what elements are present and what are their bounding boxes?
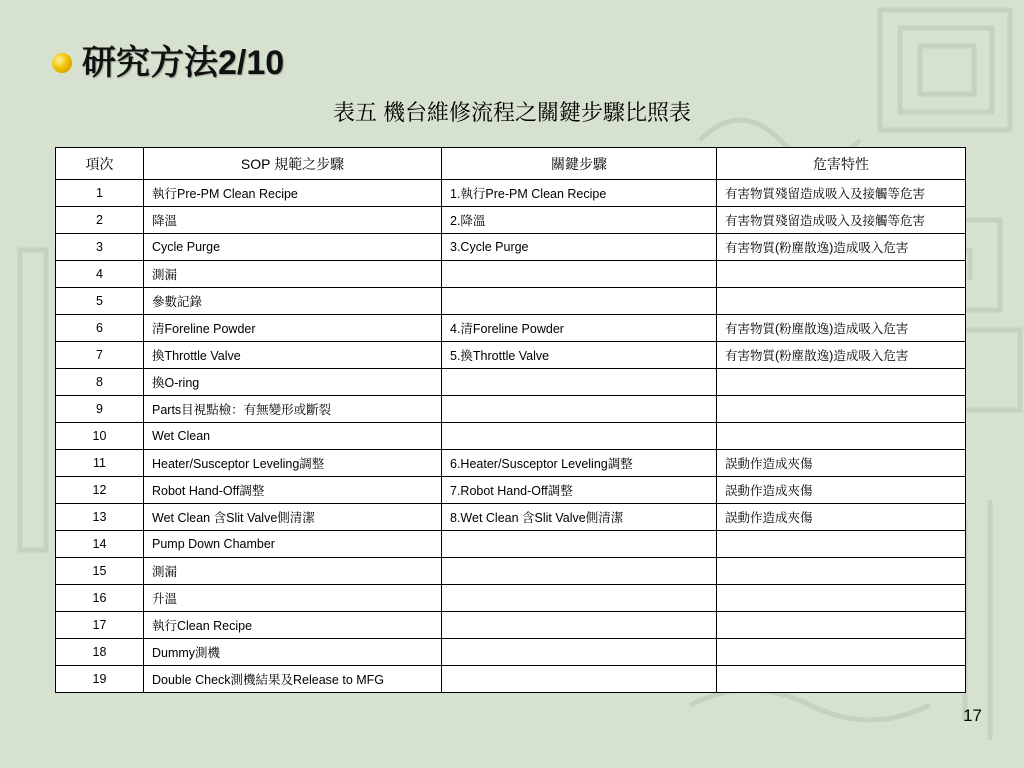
- table-row: [56, 585, 966, 612]
- cell-hazard: [717, 585, 966, 612]
- cell-hazard: [717, 288, 966, 315]
- cell-item-no: 16: [56, 585, 144, 612]
- cell-item-no: 17: [56, 612, 144, 639]
- cell-key-step: [442, 666, 717, 693]
- cell-key-step: 6.Heater/Susceptor Leveling調整: [442, 450, 717, 477]
- cell-sop-step: 升溫: [144, 585, 442, 612]
- cell-key-step: [442, 369, 717, 396]
- cell-hazard: [717, 666, 966, 693]
- cell-key-step: [442, 288, 717, 315]
- cell-item-no: 15: [56, 558, 144, 585]
- cell-key-step: 8.Wet Clean 含Slit Valve側清潔: [442, 504, 717, 531]
- cell-key-step: 1.執行Pre-PM Clean Recipe: [442, 180, 717, 207]
- cell-hazard: [717, 396, 966, 423]
- cell-sop-step: 執行Clean Recipe: [144, 612, 442, 639]
- header-sop-step: SOP 規範之步驟: [144, 148, 442, 180]
- table-row: [56, 450, 966, 477]
- cell-key-step: [442, 585, 717, 612]
- cell-item-no: 1: [56, 180, 144, 207]
- cell-key-step: 2.降溫: [442, 207, 717, 234]
- cell-sop-step: 執行Pre-PM Clean Recipe: [144, 180, 442, 207]
- cell-key-step: [442, 639, 717, 666]
- cell-item-no: 14: [56, 531, 144, 558]
- table-row: [56, 180, 966, 207]
- header-key-step: 關鍵步驟: [442, 148, 717, 180]
- cell-item-no: 5: [56, 288, 144, 315]
- cell-item-no: 13: [56, 504, 144, 531]
- cell-item-no: 4: [56, 261, 144, 288]
- cell-sop-step: 參數記錄: [144, 288, 442, 315]
- title-text: 研究方法2/10: [82, 44, 285, 82]
- table-row: [56, 396, 966, 423]
- cell-hazard: [717, 369, 966, 396]
- cell-sop-step: 換O-ring: [144, 369, 442, 396]
- cell-item-no: 18: [56, 639, 144, 666]
- cell-hazard: [717, 639, 966, 666]
- cell-hazard: 有害物質(粉塵散逸)造成吸入危害: [717, 234, 966, 261]
- table-row: [56, 342, 966, 369]
- table-body: [56, 180, 966, 693]
- cell-item-no: 11: [56, 450, 144, 477]
- table-row: [56, 261, 966, 288]
- table-row: [56, 504, 966, 531]
- cell-hazard: 有害物質殘留造成吸入及接觸等危害: [717, 207, 966, 234]
- table-row: [56, 315, 966, 342]
- cell-sop-step: Heater/Susceptor Leveling調整: [144, 450, 442, 477]
- cell-key-step: 5.換Throttle Valve: [442, 342, 717, 369]
- cell-hazard: [717, 612, 966, 639]
- cell-item-no: 19: [56, 666, 144, 693]
- cell-sop-step: 測漏: [144, 558, 442, 585]
- cell-item-no: 7: [56, 342, 144, 369]
- cell-hazard: [717, 558, 966, 585]
- cell-hazard: 誤動作造成夾傷: [717, 450, 966, 477]
- table-row: [56, 612, 966, 639]
- cell-key-step: 7.Robot Hand-Off調整: [442, 477, 717, 504]
- table-row: [56, 207, 966, 234]
- bullet-icon: [52, 53, 72, 73]
- table-row: [56, 234, 966, 261]
- cell-hazard: [717, 531, 966, 558]
- cell-key-step: 4.清Foreline Powder: [442, 315, 717, 342]
- header-hazard: 危害特性: [717, 148, 966, 180]
- cell-sop-step: 降溫: [144, 207, 442, 234]
- cell-item-no: 2: [56, 207, 144, 234]
- cell-sop-step: Wet Clean: [144, 423, 442, 450]
- cell-key-step: 3.Cycle Purge: [442, 234, 717, 261]
- cell-sop-step: Pump Down Chamber: [144, 531, 442, 558]
- cell-key-step: [442, 612, 717, 639]
- table-row: [56, 369, 966, 396]
- cell-item-no: 3: [56, 234, 144, 261]
- cell-hazard: 有害物質(粉塵散逸)造成吸入危害: [717, 342, 966, 369]
- table-row: [56, 477, 966, 504]
- cell-hazard: 誤動作造成夾傷: [717, 504, 966, 531]
- table-row: [56, 639, 966, 666]
- page-number: 17: [963, 706, 982, 725]
- table-row: [56, 423, 966, 450]
- cell-item-no: 10: [56, 423, 144, 450]
- table-row: [56, 531, 966, 558]
- cell-hazard: [717, 261, 966, 288]
- cell-sop-step: 換Throttle Valve: [144, 342, 442, 369]
- cell-item-no: 8: [56, 369, 144, 396]
- table-row: [56, 666, 966, 693]
- cell-key-step: [442, 261, 717, 288]
- cell-sop-step: Dummy測機: [144, 639, 442, 666]
- cell-sop-step: 清Foreline Powder: [144, 315, 442, 342]
- table-row: [56, 558, 966, 585]
- table-header-row: [56, 148, 966, 180]
- cell-hazard: 誤動作造成夾傷: [717, 477, 966, 504]
- cell-sop-step: Cycle Purge: [144, 234, 442, 261]
- table-caption: 表五 機台維修流程之關鍵步驟比照表: [332, 100, 692, 125]
- cell-key-step: [442, 531, 717, 558]
- cell-key-step: [442, 396, 717, 423]
- cell-key-step: [442, 558, 717, 585]
- cell-item-no: 12: [56, 477, 144, 504]
- cell-sop-step: Double Check測機結果及Release to MFG: [144, 666, 442, 693]
- cell-hazard: [717, 423, 966, 450]
- cell-item-no: 6: [56, 315, 144, 342]
- header-item-no: 項次: [56, 148, 144, 180]
- cell-item-no: 9: [56, 396, 144, 423]
- cell-sop-step: 測漏: [144, 261, 442, 288]
- cell-sop-step: Parts目視點檢：有無變形或斷裂: [144, 396, 442, 423]
- cell-key-step: [442, 423, 717, 450]
- slide-title: [52, 38, 284, 88]
- cell-hazard: 有害物質殘留造成吸入及接觸等危害: [717, 180, 966, 207]
- table-row: [56, 288, 966, 315]
- comparison-table: [55, 147, 966, 693]
- cell-hazard: 有害物質(粉塵散逸)造成吸入危害: [717, 315, 966, 342]
- cell-sop-step: Robot Hand-Off調整: [144, 477, 442, 504]
- cell-sop-step: Wet Clean 含Slit Valve側清潔: [144, 504, 442, 531]
